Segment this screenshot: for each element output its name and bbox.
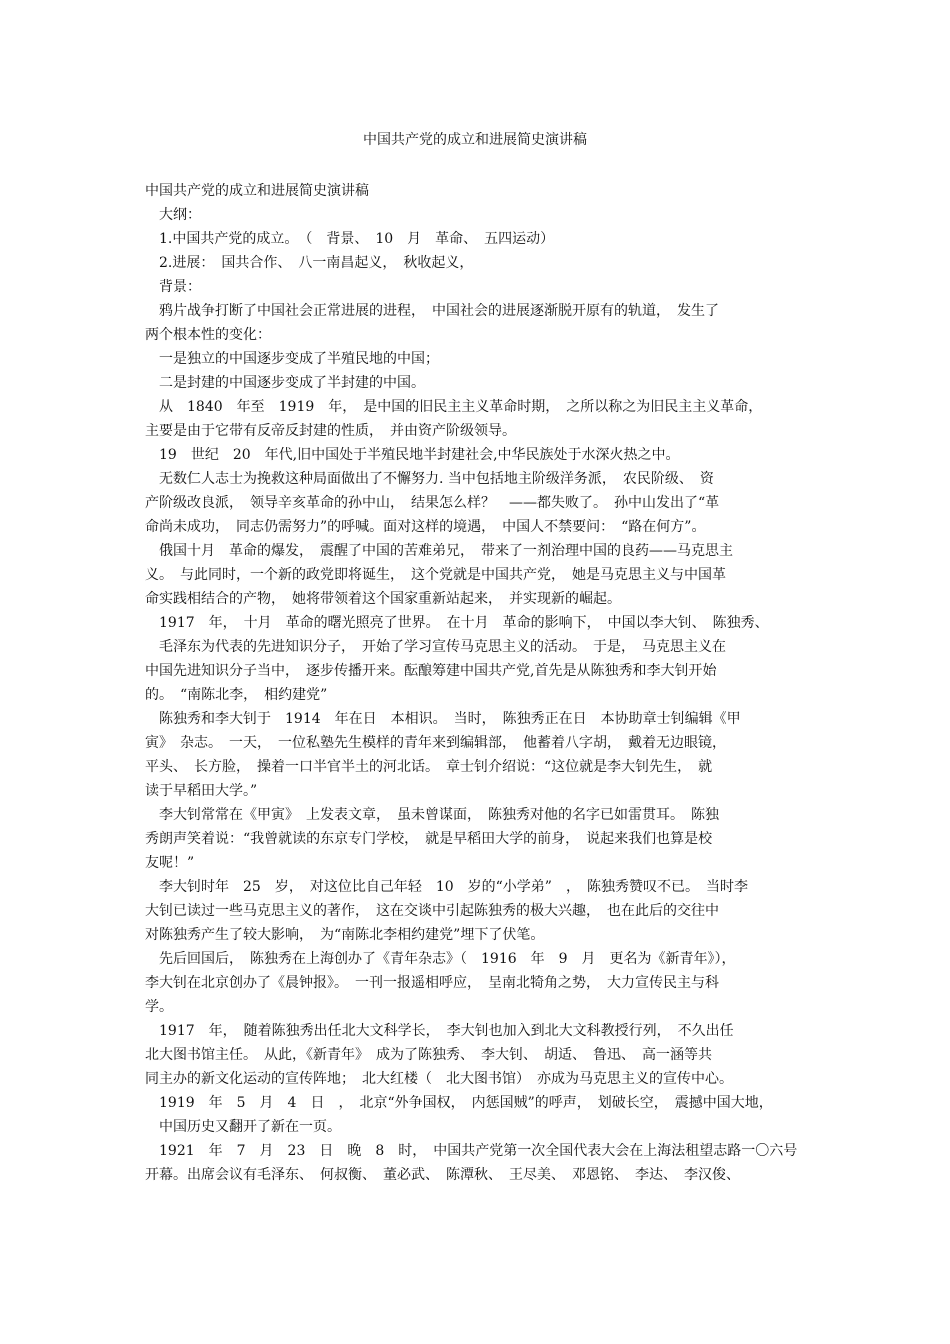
text-line: 主要是由于它带有反帝反封建的性质， 并由资产阶级领导。 (145, 423, 516, 439)
text-line: 大钊已读过一些马克思主义的著作， 这在交谈中引起陈独秀的极大兴趣， 也在此后的交往中 (145, 903, 719, 919)
text-line: 李大钊常常在《甲寅》 上发表文章， 虽未曾谋面， 陈独秀对他的名字已如雷贯耳。 陈独 (145, 807, 719, 823)
text-line: 中国历史又翻开了新在一页。 (145, 1119, 341, 1135)
text-line: 二是封建的中国逐步变成了半封建的中国。 (145, 375, 425, 391)
text-line: 学。 (145, 999, 173, 1015)
page-title: 中国共产党的成立和进展简史演讲稿 (363, 132, 587, 148)
text-line: 无数仁人志士为挽救这种局面做出了不懈努力. 当中包括地主阶级洋务派， 农民阶级、 资 (145, 471, 714, 487)
text-line: 1917 年， 十月 革命的曙光照亮了世界。 在十月 革命的影响下， 中国以李大钊、 陈独秀、 (145, 615, 769, 631)
text-line: 命实践相结合的产物， 她将带领着这个国家重新站起来， 并实现新的崛起。 (145, 591, 621, 607)
text-line: 陈独秀和李大钊于 1914 年在日 本相识。 当时， 陈独秀正在日 本协助章士钊编辑《甲 (145, 711, 741, 727)
text-line: 先后回国后， 陈独秀在上海创办了《青年杂志》（ 1916 年 9 月 更名为《新青年》）， (145, 951, 736, 967)
text-line: 中国先进知识分子当中， 逐步传播开来。酝酿筹建中国共产党,首先是从陈独秀和李大钊开始 (145, 663, 717, 679)
text-line: 友呢！” (145, 855, 195, 871)
text-line: 命尚未成功， 同志仍需努力”的呼喊。面对这样的境遇， 中国人不禁要问： “路在何方”。 (145, 519, 706, 535)
text-line: 1917 年， 随着陈独秀出任北大文科学长， 李大钊也加入到北大文科教授行列， 不久出任 (145, 1023, 734, 1039)
text-line: 义。 与此同时，一个新的政党即将诞生， 这个党就是中国共产党， 她是马克思主义与中国革 (145, 567, 726, 583)
text-line: 1921 年 7 月 23 日 晚 8 时， 中国共产党第一次全国代表大会在上海法租望志路一〇六号 (145, 1143, 798, 1159)
text-line: 开幕。出席会议有毛泽东、 何叔衡、 董必武、 陈潭秋、 王尽美、 邓恩铭、 李达、 李汉俊、 (145, 1167, 740, 1183)
text-line: 平头、 长方脸， 操着一口半官半土的河北话。 章士钊介绍说：“这位就是李大钊先生， 就 (145, 759, 713, 775)
text-line: 北大图书馆主任。 从此，《新青年》 成为了陈独秀、 李大钊、 胡适、 鲁迅、 高一涵等共 (145, 1047, 712, 1063)
text-line: 毛泽东为代表的先进知识分子， 开始了学习宣传马克思主义的活动。 于是， 马克思主义在 (145, 639, 726, 655)
text-line: 俄国十月 革命的爆发， 震醒了中国的苦难弟兄， 带来了一剂治理中国的良药——马克思主 (145, 543, 733, 559)
text-line: 读于早稻田大学。” (145, 783, 258, 799)
text-line: 寅》 杂志。 一天， 一位私塾先生模样的青年来到编辑部， 他蓄着八字胡， 戴着无边眼镜， (145, 735, 726, 751)
text-line: 李大钊时年 25 岁， 对这位比自己年轻 10 岁的“小学弟” ， 陈独秀赞叹不已。 当时李 (145, 879, 748, 895)
text-line: 对陈独秀产生了较大影响， 为“南陈北李相约建党”埋下了伏笔。 (145, 927, 545, 943)
text-line: 大纲： (145, 207, 201, 223)
text-line: 2.进展： 国共合作、 八一南昌起义， 秋收起义， (145, 255, 474, 271)
text-line: 秀朗声笑着说：“我曾就读的东京专门学校， 就是早稻田大学的前身， 说起来我们也算是校 (145, 831, 713, 847)
text-line: 的。 “南陈北李， 相约建党” (145, 687, 328, 703)
text-line: 1919 年 5 月 4 日 ， 北京“外争国权， 内惩国贼”的呼声， 划破长空， 震撼中国大地， (145, 1095, 773, 1111)
text-line: 从 1840 年至 1919 年， 是中国的旧民主主义革命时期， 之所以称之为旧民主主义革命， (145, 399, 763, 415)
text-line: 鸦片战争打断了中国社会正常进展的进程， 中国社会的进展逐渐脱开原有的轨道， 发生了 (145, 303, 719, 319)
text-line: 背景： (145, 279, 201, 295)
text-line: 19 世纪 20 年代,旧中国处于半殖民地半封建社会,中华民族处于水深火热之中。 (145, 447, 680, 463)
text-line: 两个根本性的变化： (145, 327, 271, 343)
text-line: 产阶级改良派， 领导辛亥革命的孙中山， 结果怎么样？ ——都失败了。 孙中山发出了“革 (145, 495, 720, 511)
text-line: 中国共产党的成立和进展简史演讲稿 (145, 183, 369, 199)
text-line: 同主办的新文化运动的宣传阵地； 北大红楼（ 北大图书馆） 亦成为马克思主义的宣传中心。 (145, 1071, 733, 1087)
document-body (145, 179, 810, 1187)
text-line: 李大钊在北京创办了《晨钟报》。 一刊一报遥相呼应， 呈南北犄角之势， 大力宣传民主与科 (145, 975, 719, 991)
text-line: 1.中国共产党的成立。 （ 背景、 10 月 革命、 五四运动） (145, 231, 555, 247)
text-line: 一是独立的中国逐步变成了半殖民地的中国； (145, 351, 439, 367)
